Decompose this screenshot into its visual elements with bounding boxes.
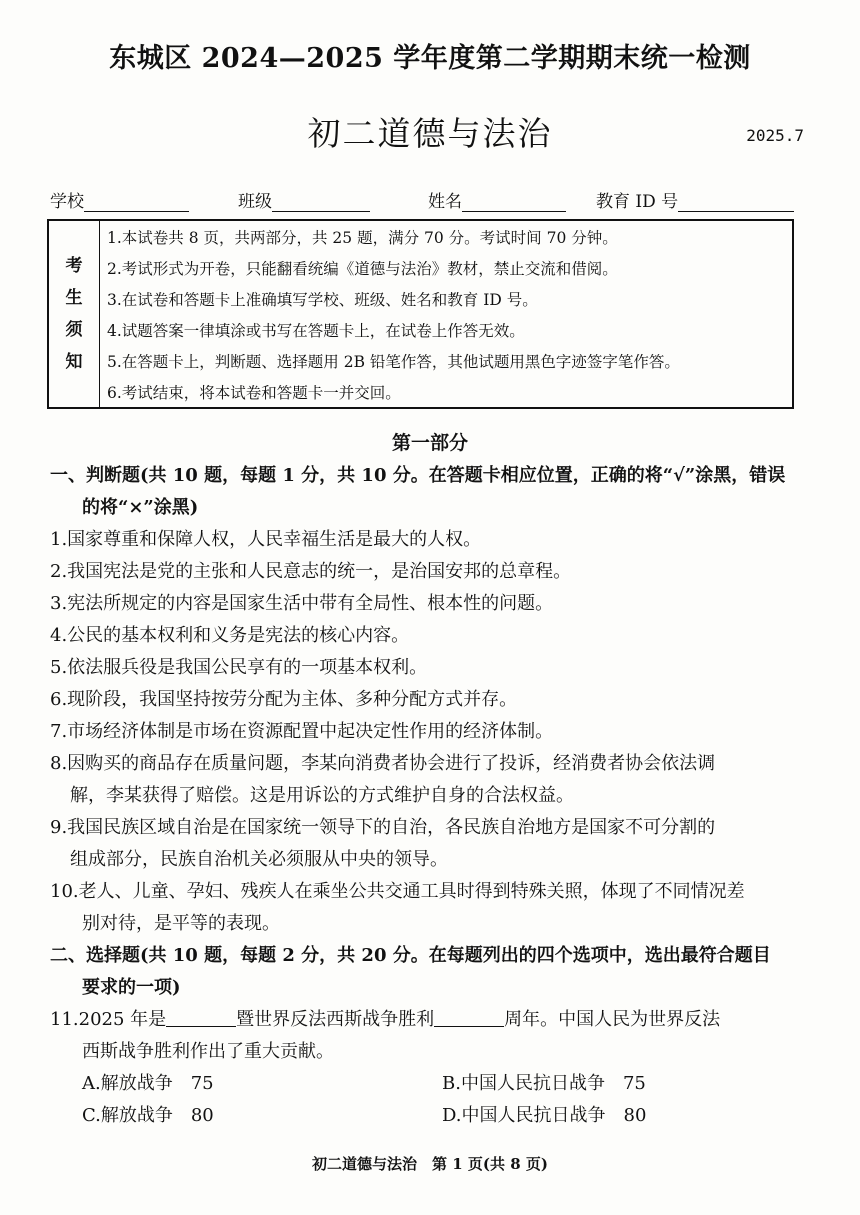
answer-blank bbox=[434, 1006, 504, 1027]
part1-heading bbox=[50, 460, 810, 524]
notice-label-char: 生 bbox=[65, 288, 83, 308]
notice-item: 3.在试卷和答题卡上准确填写学校、班级、姓名和教育 ID 号。 bbox=[107, 291, 538, 309]
question-text: 暨世界反法西斯战争胜利 bbox=[236, 1009, 435, 1030]
exam-title: 东城区 2024—2025 学年度第二学期期末统一检测 bbox=[109, 43, 751, 74]
option-value: 80 bbox=[623, 1105, 647, 1126]
option-letter: B. bbox=[442, 1073, 461, 1094]
question-text: 周年。中国人民为世界反法 bbox=[504, 1009, 721, 1030]
class-field bbox=[238, 187, 370, 212]
question-item bbox=[50, 588, 810, 620]
question-text: 1.国家尊重和保障人权，人民幸福生活是最大的人权。 bbox=[50, 529, 482, 550]
question-text-cont: 西斯战争胜利作出了重大贡献。 bbox=[82, 1041, 334, 1062]
notice-item: 1.本试卷共 8 页，共两部分，共 25 题，满分 70 分。考试时间 70 分钟。 bbox=[107, 229, 618, 247]
question-text: 10.老人、儿童、孕妇、残疾人在乘坐公共交通工具时得到特殊关照，体现了不同情况差 bbox=[50, 881, 745, 902]
notice-item: 4.试题答案一律填涂或书写在答题卡上，在试卷上作答无效。 bbox=[107, 322, 525, 340]
question-item bbox=[50, 716, 810, 748]
option-text: 中国人民抗日战争 bbox=[461, 1105, 606, 1126]
education-id-field bbox=[596, 187, 794, 212]
answer-blank bbox=[166, 1006, 236, 1027]
education-id-label: 教育 ID 号 bbox=[596, 192, 679, 212]
part1-heading-line: 的将“×”涂黑) bbox=[82, 497, 199, 518]
question-item bbox=[50, 748, 810, 812]
name-field bbox=[428, 187, 566, 212]
question-item bbox=[50, 876, 810, 940]
question-text: 3.宪法所规定的内容是国家生活中带有全局性、根本性的问题。 bbox=[50, 593, 554, 614]
notice-item: 6.考试结束，将本试卷和答题卡一并交回。 bbox=[107, 384, 401, 402]
question-item bbox=[50, 652, 810, 684]
page-footer: 初二道德与法治 第 1 页(共 8 页) bbox=[312, 1155, 548, 1173]
option-a[interactable] bbox=[82, 1068, 214, 1100]
question-text: 7.市场经济体制是市场在资源配置中起决定性作用的经济体制。 bbox=[50, 721, 554, 742]
subject-title: 初二道德与法治 bbox=[307, 114, 553, 153]
option-value: 80 bbox=[190, 1105, 214, 1126]
section-title: 第一部分 bbox=[391, 432, 468, 454]
notice-label-char: 须 bbox=[65, 320, 83, 340]
option-text: 解放战争 bbox=[100, 1073, 173, 1094]
school-field bbox=[50, 187, 189, 212]
notice-item: 2.考试形式为开卷，只能翻看统编《道德与法治》教材，禁止交流和借阅。 bbox=[107, 260, 618, 278]
notice-item: 5.在答题卡上，判断题、选择题用 2B 铅笔作答，其他试题用黑色字迹签字笔作答。 bbox=[107, 353, 680, 371]
exam-date: 2025.7 bbox=[746, 126, 804, 145]
question-item bbox=[50, 684, 810, 716]
student-info-row bbox=[50, 187, 800, 211]
name-blank bbox=[462, 193, 566, 212]
question-item bbox=[50, 556, 810, 588]
part2-heading-line: 二、选择题(共 10 题，每题 2 分，共 20 分。在每题列出的四个选项中，选出最符合题目 bbox=[50, 945, 771, 966]
option-letter: A. bbox=[82, 1073, 101, 1094]
option-text: 中国人民抗日战争 bbox=[460, 1073, 605, 1094]
question-item bbox=[50, 524, 810, 556]
question-11 bbox=[50, 1004, 810, 1068]
question-text: 4.公民的基本权利和义务是宪法的核心内容。 bbox=[50, 625, 410, 646]
question-text-cont: 别对待，是平等的表现。 bbox=[82, 913, 280, 934]
question-text-cont: 组成部分，民族自治机关必须服从中央的领导。 bbox=[70, 849, 448, 870]
school-label: 学校 bbox=[50, 192, 84, 212]
question-text: 2.我国宪法是党的主张和人民意志的统一，是治国安邦的总章程。 bbox=[50, 561, 572, 582]
option-letter: D. bbox=[442, 1105, 462, 1126]
school-blank bbox=[84, 193, 189, 212]
option-b[interactable] bbox=[442, 1068, 646, 1100]
option-d[interactable] bbox=[442, 1100, 646, 1132]
question-text: 11.2025 年是 bbox=[50, 1009, 167, 1030]
question-item bbox=[50, 812, 810, 876]
notice-label bbox=[49, 221, 100, 407]
name-label: 姓名 bbox=[428, 192, 462, 212]
question-text-cont: 解，李某获得了赔偿。这是用诉讼的方式维护自身的合法权益。 bbox=[70, 785, 574, 806]
option-value: 75 bbox=[622, 1073, 646, 1094]
question-11-options bbox=[50, 1068, 810, 1132]
education-id-blank bbox=[678, 193, 794, 212]
question-text: 5.依法服兵役是我国公民享有的一项基本权利。 bbox=[50, 657, 428, 678]
class-label: 班级 bbox=[238, 192, 272, 212]
question-text: 8.因购买的商品存在质量问题，李某向消费者协会进行了投诉，经消费者协会依法调 bbox=[50, 753, 716, 774]
notice-items bbox=[107, 223, 786, 409]
option-c[interactable] bbox=[82, 1100, 214, 1132]
class-blank bbox=[272, 193, 370, 212]
question-text: 9.我国民族区域自治是在国家统一领导下的自治，各民族自治地方是国家不可分割的 bbox=[50, 817, 716, 838]
part1-heading-line: 一、判断题(共 10 题，每题 1 分，共 10 分。在答题卡相应位置，正确的将“√”涂黑，错误 bbox=[50, 465, 786, 486]
notice-label-char: 知 bbox=[65, 352, 83, 372]
questions-area bbox=[50, 460, 810, 1132]
option-text: 解放战争 bbox=[100, 1105, 173, 1126]
question-text: 6.现阶段，我国坚持按劳分配为主体、多种分配方式并存。 bbox=[50, 689, 518, 710]
part2-heading-line: 要求的一项) bbox=[82, 977, 181, 998]
question-11-line bbox=[50, 1004, 810, 1036]
option-letter: C. bbox=[82, 1105, 101, 1126]
notice-label-char: 考 bbox=[65, 256, 83, 276]
option-value: 75 bbox=[190, 1073, 214, 1094]
exam-notice-box bbox=[47, 219, 794, 409]
question-item bbox=[50, 620, 810, 652]
part2-heading bbox=[50, 940, 810, 1004]
